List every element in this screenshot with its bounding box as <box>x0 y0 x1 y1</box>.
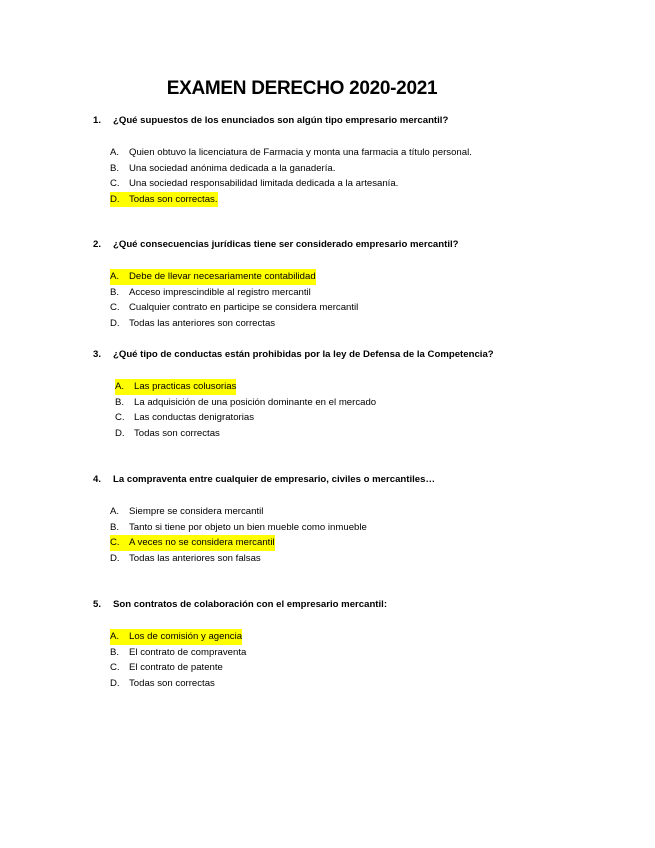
question-text <box>93 598 613 612</box>
option <box>110 316 613 332</box>
option-letter: A. <box>115 379 134 395</box>
option-correct <box>110 269 613 285</box>
option-letter: C. <box>110 662 120 674</box>
options-list <box>93 269 613 331</box>
option-letter: B. <box>110 286 120 298</box>
option-letter: B. <box>110 162 120 174</box>
question-number: 4. <box>93 474 102 485</box>
question-text <box>93 473 613 487</box>
option-text: Las conductas denigratorias <box>134 412 254 424</box>
option <box>110 285 613 301</box>
option-text: Debe de llevar necesariamente contabilidad <box>129 269 316 285</box>
options-list <box>93 145 613 207</box>
option-correct <box>110 535 613 551</box>
option-letter: B. <box>115 396 125 408</box>
option-text: Los de comisión y agencia <box>129 629 242 645</box>
option <box>115 426 613 442</box>
option <box>110 161 613 177</box>
question-label: ¿Qué tipo de conductas están prohibidas por la ley de Defensa de la Competencia? <box>113 349 494 360</box>
options-list <box>93 629 613 691</box>
page-title: EXAMEN DERECHO 2020-2021 <box>166 78 438 99</box>
question-label: Son contratos de colaboración con el empresario mercantil: <box>113 599 388 610</box>
option-text: Cualquier contrato en participe se considera mercantil <box>129 302 359 314</box>
option-letter: A. <box>110 629 129 645</box>
question-1 <box>93 114 613 207</box>
question-text <box>93 238 613 252</box>
option-text: La adquisición de una posición dominante en el mercado <box>134 396 377 408</box>
option-letter: D. <box>110 552 120 564</box>
option <box>110 504 613 520</box>
option-letter: B. <box>110 646 120 658</box>
options-list <box>93 504 613 566</box>
question-4 <box>93 473 613 566</box>
option-letter: A. <box>110 506 120 517</box>
option-text: El contrato de compraventa <box>129 646 247 658</box>
option-letter: A. <box>110 269 129 285</box>
option <box>110 676 613 692</box>
option-text: Todas son correctas <box>129 677 215 689</box>
option-letter: D. <box>110 192 129 208</box>
option-text: El contrato de patente <box>129 662 223 674</box>
option-text: Quien obtuvo la licenciatura de Farmacia y monta una farmacia a título personal. <box>129 147 472 158</box>
question-label: ¿Qué consecuencias jurídicas tiene ser considerado empresario mercantil? <box>113 239 459 250</box>
option-correct <box>115 379 613 395</box>
option <box>110 520 613 536</box>
option-text: Todas las anteriores son falsas <box>129 552 261 564</box>
question-text <box>93 348 613 362</box>
options-list <box>93 379 613 441</box>
option-text: A veces no se considera mercantil <box>129 535 275 551</box>
option-correct <box>110 192 613 208</box>
option-letter: B. <box>110 521 120 533</box>
option <box>110 176 613 192</box>
option <box>115 395 613 411</box>
option-text: Siempre se considera mercantil <box>129 506 264 517</box>
option-text: Una sociedad responsabilidad limitada dedicada a la artesanía. <box>129 178 399 190</box>
question-label: La compraventa entre cualquier de empresario, civiles o mercantiles… <box>113 474 436 485</box>
question-number: 2. <box>93 239 102 250</box>
option-text: Acceso imprescindible al registro mercantil <box>129 286 311 298</box>
question-number: 5. <box>93 599 102 610</box>
option-letter: D. <box>115 427 125 439</box>
option-text: Una sociedad anónima dedicada a la ganadería. <box>129 162 336 174</box>
option-letter: D. <box>110 317 120 329</box>
option-text: Tanto si tiene por objeto un bien mueble como inmueble <box>129 521 367 533</box>
option <box>110 551 613 567</box>
option-text: Las practicas colusorias <box>134 379 236 395</box>
option <box>110 645 613 661</box>
option-letter: A. <box>110 147 120 158</box>
option-letter: D. <box>110 677 120 689</box>
option-text: Todas son correctas <box>134 427 220 439</box>
option-letter: C. <box>115 412 125 424</box>
option <box>110 660 613 676</box>
question-text <box>93 114 613 128</box>
question-number: 3. <box>93 349 102 360</box>
question-5 <box>93 598 613 691</box>
option-text: Todas son correctas. <box>129 192 218 208</box>
option <box>115 410 613 426</box>
option-letter: C. <box>110 302 120 314</box>
question-label: ¿Qué supuestos de los enunciados son algún tipo empresario mercantil? <box>113 115 449 126</box>
question-2 <box>93 238 613 331</box>
option-letter: C. <box>110 535 129 551</box>
option <box>110 300 613 316</box>
option-letter: C. <box>110 178 120 190</box>
question-3 <box>93 348 613 441</box>
question-number: 1. <box>93 115 102 126</box>
option-correct <box>110 629 613 645</box>
option-text: Todas las anteriores son correctas <box>129 317 276 329</box>
option <box>110 145 613 161</box>
